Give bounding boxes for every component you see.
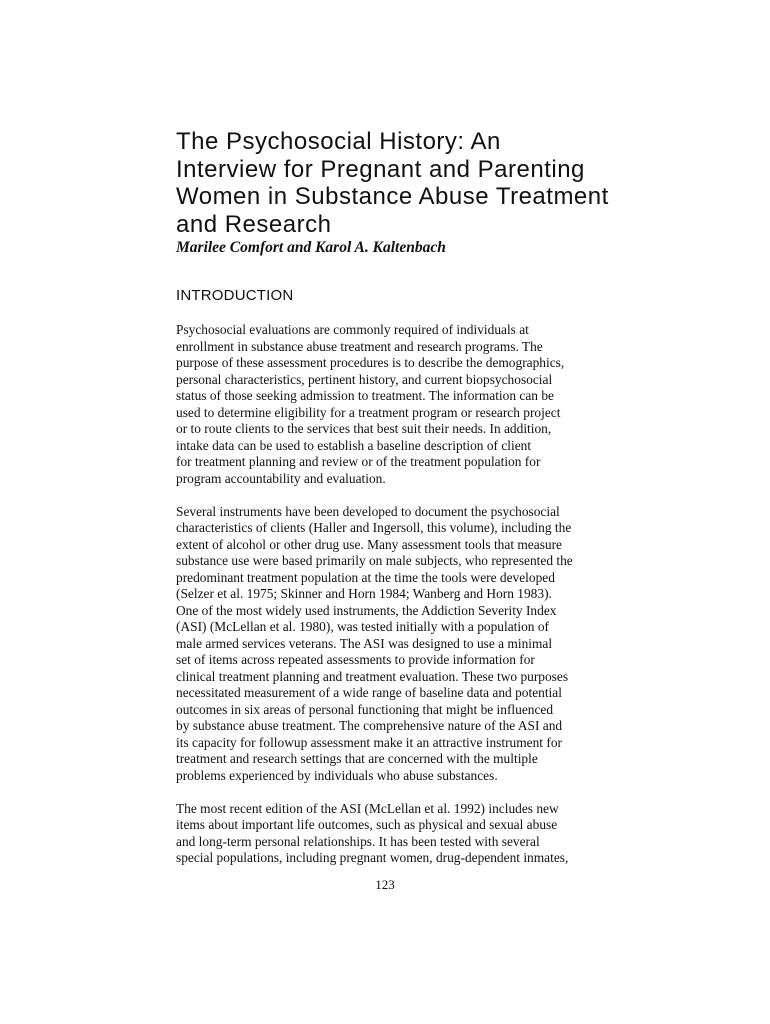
paragraph-1	[176, 322, 596, 487]
text-line: special populations, including pregnant women, drug-dependent inmates,	[176, 850, 569, 865]
text-line: intake data can be used to establish a baseline description of client	[176, 437, 532, 453]
text-line: used to determine eligibility for a treatment program or research project	[176, 404, 561, 420]
paragraph-3	[176, 801, 596, 867]
text-line: One of the most widely used instruments, the Addiction Severity Index	[176, 602, 557, 618]
title-line: and Research	[176, 210, 332, 238]
text-line: substance use were based primarily on male subjects, who represented the	[176, 553, 573, 568]
section-heading-introduction: INTRODUCTION	[176, 287, 294, 304]
text-line: necessitated measurement of a wide range of baseline data and potential	[176, 685, 562, 700]
text-line: outcomes in six areas of personal functioning that might be influenced	[176, 701, 554, 717]
text-line: its capacity for followup assessment make it an attractive instrument for	[176, 734, 562, 750]
text-line: treatment and research settings that are concerned with the multiple	[176, 751, 538, 766]
text-line: and long-term personal relationships. It has been tested with several	[176, 833, 540, 849]
text-line: The most recent edition of the ASI (McLellan et al. 1992) includes new	[176, 800, 559, 816]
text-line: characteristics of clients (Haller and Ingersoll, this volume), including the	[176, 520, 572, 535]
title-line: Women in Substance Abuse Treatment	[176, 183, 609, 210]
author-byline: Marilee Comfort and Karol A. Kaltenbach	[176, 239, 446, 256]
text-line: purpose of these assessment procedures is to describe the demographics,	[176, 355, 565, 370]
text-line: Several instruments have been developed to document the psychosocial	[176, 503, 560, 519]
text-line: predominant treatment population at the time the tools were developed	[176, 569, 555, 585]
text-line: Psychosocial evaluations are commonly required of individuals at	[176, 322, 529, 337]
text-line: enrollment in substance abuse treatment and research programs. The	[176, 338, 543, 354]
text-line: male armed services veterans. The ASI was designed to use a minimal	[176, 635, 553, 651]
text-line: problems experienced by individuals who abuse substances.	[176, 767, 498, 783]
text-line: (ASI) (McLellan et al. 1980), was tested initially with a population of	[176, 619, 549, 634]
body-text	[176, 322, 596, 883]
page-number: 123	[375, 877, 395, 892]
text-line: set of items across repeated assessments to provide information for	[176, 652, 535, 667]
text-line: by substance abuse treatment. The comprehensive nature of the ASI and	[176, 718, 563, 733]
text-line: status of those seeking admission to treatment. The information can be	[176, 388, 554, 403]
article-title	[176, 128, 616, 238]
text-line: extent of alcohol or other drug use. Many assessment tools that measure	[176, 536, 563, 552]
text-line: or to route clients to the services that best suit their needs. In addition,	[176, 421, 552, 436]
title-line: Interview for Pregnant and Parenting	[176, 155, 585, 183]
text-line: clinical treatment planning and treatment evaluation. These two purposes	[176, 668, 569, 684]
text-line: items about important life outcomes, such as physical and sexual abuse	[176, 817, 558, 832]
text-line: program accountability and evaluation.	[176, 470, 386, 486]
text-line: (Selzer et al. 1975; Skinner and Horn 1984; Wanberg and Horn 1983).	[176, 586, 552, 601]
paragraph-2	[176, 504, 596, 785]
text-line: for treatment planning and review or of the treatment population for	[176, 454, 541, 469]
text-line: personal characteristics, pertinent history, and current biopsychosocial	[176, 371, 553, 387]
title-line: The Psychosocial History: An	[176, 128, 501, 155]
